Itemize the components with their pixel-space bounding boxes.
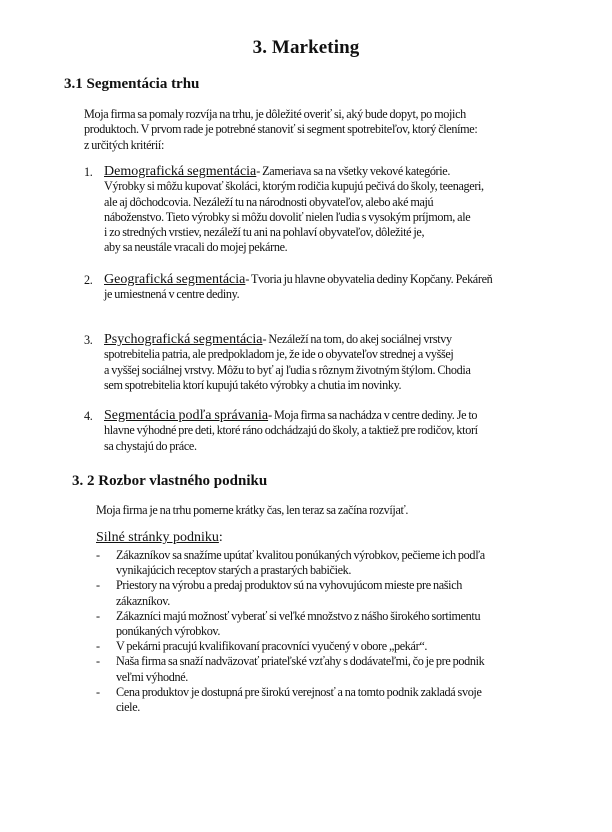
text-line: Naša firma sa snaží nadväzovať priateľské vzťahy s dodávateľmi, čo je pre podnik: [116, 654, 485, 669]
text-line: i zo stredných vrstiev, nezáleží tu ani na pohlaví obyvateľov, dôležité je,: [104, 225, 425, 240]
strengths-list: [96, 548, 566, 715]
segment-term: Psychografická segmentácia: [104, 332, 263, 347]
text-line: z určitých kritérií:: [84, 137, 164, 152]
text-line: [104, 272, 564, 287]
strengths-heading: [96, 530, 223, 546]
list-item: [96, 639, 566, 654]
segment-description: - Zameriava sa na všetky vekové kategórie.: [256, 164, 451, 178]
list-item: [96, 578, 566, 608]
bullet-dash: -: [96, 608, 100, 623]
list-number: 1.: [84, 165, 93, 179]
text-line: ale aj dôchodcovia. Nezáleží tu na národnosti obyvateľov, alebo aké majú: [104, 194, 434, 209]
strengths-heading-text: Silné stránky podniku: [96, 530, 219, 545]
text-line: produktoch. V prvom rade je potrebné stanoviť si segment spotrebiteľov, ktorý členíme:: [84, 122, 478, 137]
text-line: ponúkaných výrobkov.: [116, 624, 221, 639]
text-line: aby sa neustále vracali do mojej pekárne.: [104, 240, 288, 255]
text-line: ciele.: [116, 700, 140, 715]
segmentation-item-demographic: [84, 164, 564, 256]
segmentation-item-psychographic: [84, 332, 564, 393]
text-line: [104, 332, 564, 347]
strengths-heading-colon: :: [218, 530, 223, 545]
text-line: zákazníkov.: [116, 593, 170, 608]
company-analysis-intro: Moja firma je na trhu pomerne krátky čas, len teraz sa začína rozvíjať.: [96, 503, 409, 517]
text-line: Cena produktov je dostupná pre širokú verejnosť a na tomto podnik zakladá svoje: [116, 684, 482, 699]
text-line: Zákazníkov sa snažíme upútať kvalitou ponúkaných výrobkov, pečieme ich podľa: [116, 548, 485, 562]
segment-term: Demografická segmentácia: [104, 164, 257, 179]
text-line: [104, 408, 564, 423]
segmentation-item-geographic: [84, 272, 564, 303]
text-line: Moja firma sa pomaly rozvíja na trhu, je dôležité overiť si, aký bude dopyt, po mojich: [84, 107, 466, 121]
text-line: V pekárni pracujú kvalifikovaní pracovníci vyučený v obore „pekár“.: [116, 639, 428, 654]
segment-description: - Moja firma sa nachádza v centre dediny. Je to: [268, 408, 478, 422]
page-title: 3. Marketing: [252, 37, 360, 58]
list-item: [96, 685, 566, 715]
text-line: sem spotrebitelia ktorí kupujú takéto výrobky a chutia im novinky.: [104, 377, 402, 392]
segment-description: - Tvoria ju hlavne obyvatelia dediny Kopčany. Pekáreň: [245, 272, 493, 286]
bullet-dash: -: [96, 639, 100, 654]
segmentation-intro: [84, 107, 564, 153]
bullet-dash: -: [96, 578, 100, 593]
bullet-dash: -: [96, 548, 100, 562]
text-line: náboženstvo. Tieto výrobky si môžu dovoliť nielen ľudia s vysokým príjmom, ale: [104, 209, 471, 224]
list-item: [96, 548, 566, 578]
list-item: [96, 609, 566, 639]
list-number: 2.: [84, 273, 93, 287]
list-number: 3.: [84, 333, 93, 347]
section-heading-segmentation: 3.1 Segmentácia trhu: [64, 76, 200, 92]
text-line: Výrobky si môžu kupovať školáci, ktorým rodičia kupujú pečivá do školy, teenageri,: [104, 179, 484, 194]
text-line: a vyššej sociálnej vrstvy. Môžu to byť aj ľudia s rôznym životným štýlom. Chodia: [104, 362, 471, 377]
bullet-dash: -: [96, 684, 100, 699]
text-line: spotrebitelia patria, ale predpokladom je, že ide o obyvateľov strednej a vyššej: [104, 347, 454, 362]
list-item: [96, 654, 566, 684]
segment-description: - Nezáleží na tom, do akej sociálnej vrstvy: [262, 332, 452, 346]
text-line: vynikajúcich receptov starých a prastarých babičiek.: [116, 563, 352, 578]
segment-term: Geografická segmentácia: [104, 272, 246, 287]
text-line: [104, 164, 564, 179]
segmentation-item-behavioral: [84, 408, 564, 454]
bullet-dash: -: [96, 654, 100, 669]
section-heading-company-analysis: 3. 2 Rozbor vlastného podniku: [72, 473, 268, 489]
segment-term: Segmentácia podľa správania: [104, 408, 269, 423]
text-line: je umiestnená v centre dediny.: [104, 287, 240, 302]
list-number: 4.: [84, 409, 93, 423]
text-line: Zákazníci majú možnosť vyberať si veľké množstvo z nášho širokého sortimentu: [116, 608, 481, 623]
text-line: veľmi výhodné.: [116, 669, 188, 684]
text-line: hlavne výhodné pre deti, ktoré ráno odchádzajú do školy, a taktiež pre rodičov, ktorí: [104, 423, 478, 438]
text-line: sa chystajú do práce.: [104, 438, 197, 453]
text-line: Priestory na výrobu a predaj produktov sú na vyhovujúcom mieste pre našich: [116, 578, 462, 593]
